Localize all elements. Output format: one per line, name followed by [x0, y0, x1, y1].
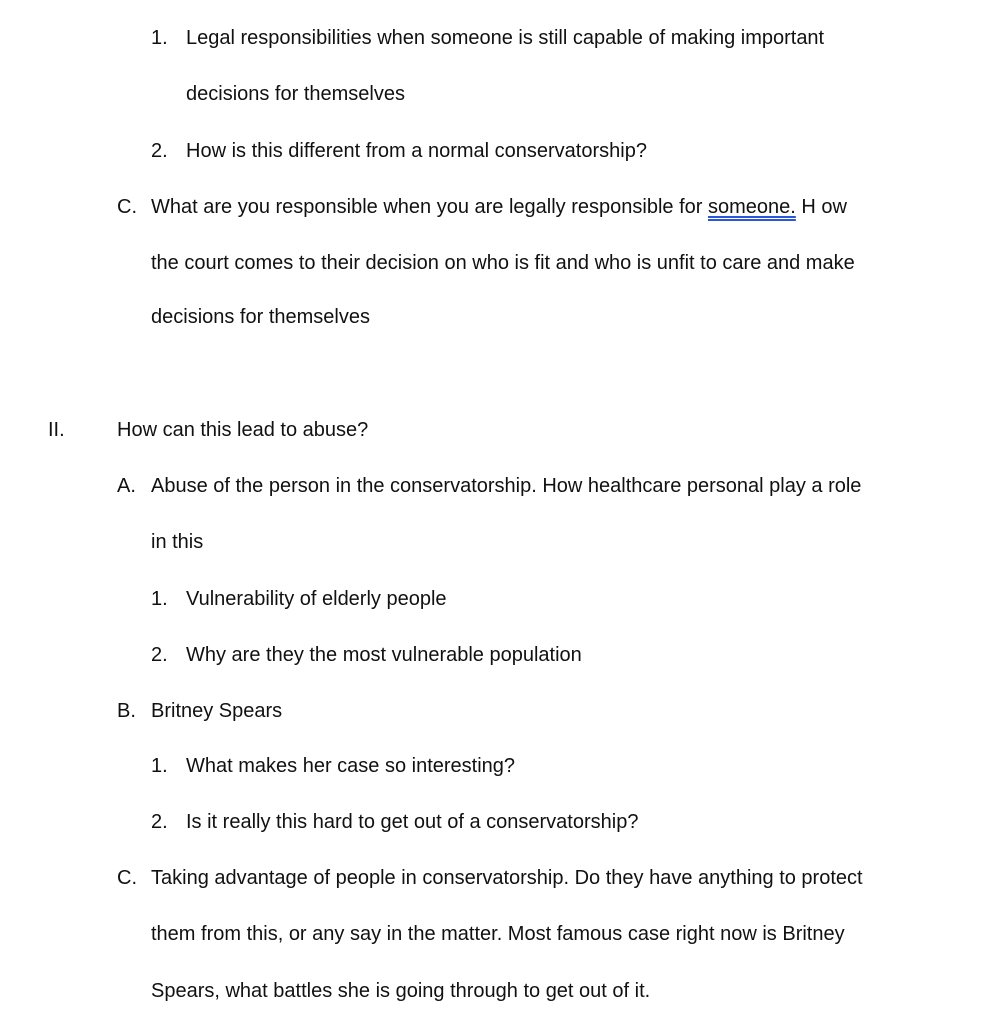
list-item-text: Is it really this hard to get out of a conservatorship? [186, 811, 639, 833]
text-run: H ow [795, 196, 847, 218]
section-marker: II. [48, 419, 65, 441]
outline-item-text-continued: Spears, what battles she is going through to get out of it. [151, 980, 651, 1002]
list-item-text-continued: decisions for themselves [186, 83, 405, 105]
list-marker: 1. [151, 588, 168, 610]
outline-item-text-continued: the court comes to their decision on who is fit and who is unfit to care and make [151, 252, 855, 274]
list-item-text: How is this different from a normal conservatorship? [186, 140, 647, 162]
outline-item-text-continued: decisions for themselves [151, 306, 370, 328]
outline-item-text: Britney Spears [151, 700, 283, 722]
list-marker: 1. [151, 27, 168, 49]
outline-item-text: Taking advantage of people in conservatorship. Do they have anything to protect [151, 867, 863, 889]
spellcheck-flagged-word[interactable]: someone. [707, 196, 796, 218]
list-marker: 2. [151, 140, 168, 162]
list-item-text: Vulnerability of elderly people [186, 588, 447, 610]
list-item-text: Why are they the most vulnerable population [186, 644, 582, 666]
outline-item-text [151, 194, 847, 220]
list-marker: 2. [151, 811, 168, 833]
outline-marker: C. [117, 196, 137, 218]
outline-marker: B. [117, 700, 136, 722]
list-marker: 2. [151, 644, 168, 666]
list-item-text: Legal responsibilities when someone is still capable of making important [186, 27, 825, 49]
list-item-text: What makes her case so interesting? [186, 755, 516, 777]
list-marker: 1. [151, 755, 168, 777]
outline-marker: C. [117, 867, 137, 889]
outline-item-text-continued: in this [151, 531, 204, 553]
outline-marker: A. [117, 475, 136, 497]
outline-item-text: Abuse of the person in the conservatorship. How healthcare personal play a role [151, 475, 862, 497]
outline-item-text-continued: them from this, or any say in the matter. Most famous case right now is Britney [151, 923, 845, 945]
text-run: What are you responsible when you are legally responsible for [151, 196, 708, 218]
section-heading: How can this lead to abuse? [117, 419, 369, 441]
